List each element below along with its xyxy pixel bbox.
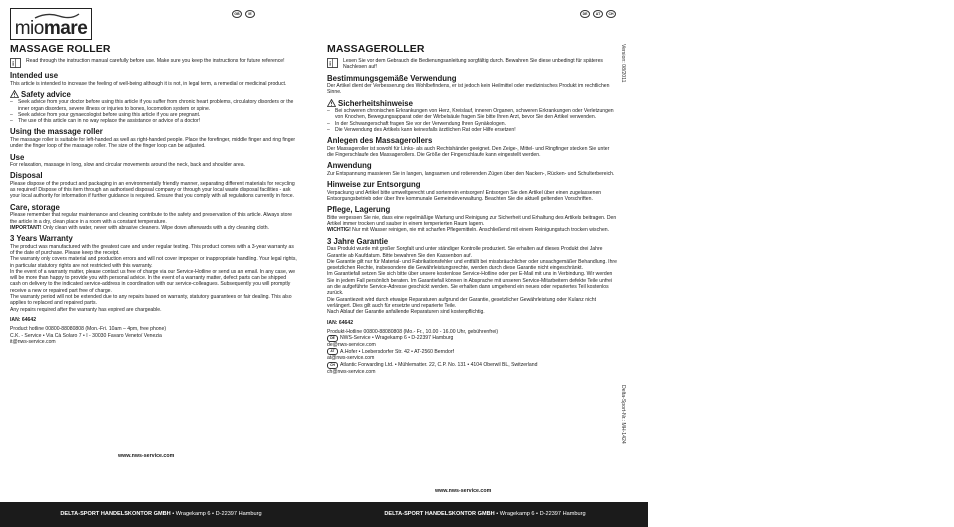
contact-line: DE NWS-Service • Wragekamp 6 • D-22397 Hamburg: [327, 335, 617, 342]
country-badge-icon: DE: [327, 335, 338, 342]
heading-using: Anlegen des Massagerollers: [327, 136, 433, 146]
use-text: Zur Entspannung massieren Sie in langen, langsamen und rotierenden Zügen über den Nacken-, Rücken- und Schulterbereich.: [327, 170, 615, 177]
heading-use: Use: [10, 152, 25, 162]
lang-badge-ch: CH: [606, 10, 616, 18]
lang-badge-ie: IE: [245, 10, 255, 18]
care-text: Please remember that regular maintenance and cleaning contribute to the safety and preservation of this article. Always store the article in a dry, clean place in a room with a constant temperature.: [10, 212, 293, 225]
contact-line: AT A.Hofer • Loebersdorfer Str. 42 • AT-2560 Berndorf: [327, 348, 617, 355]
heading-disposal: Hinweise zur Entsorgung: [327, 180, 421, 190]
list-item: – Seek advice from your doctor before using this article if you suffer from chronic heart problems, circulatory disorders or the inner organ disorders, severe illness or injuries to bones, locomotion system or spine.: [10, 99, 297, 112]
intended-use-text: Der Artikel dient der Verbesserung des Wohlbefindens, er ist jedoch kein Heilmittel oder medizinisches Produkt im rechtlichen Sinne.: [327, 83, 610, 96]
heading-intended-use: Intended use: [10, 71, 59, 80]
warranty-paragraph: Die Garantie gilt nur für Material- und Fabrikationsfehler und entfällt bei missbräuchlicher oder unsachgemäßer Behandlung. Ihre gesetzlichen Rechte, insbesondere die Gewährleistungsrechte, werden durch diese Garantie nicht eingeschränkt.: [327, 258, 617, 272]
ian-number: IAN: 64642: [327, 319, 354, 326]
contact-email[interactable]: de@nws-service.com: [327, 342, 376, 349]
using-text: Der Massageroller ist sowohl für Links- als auch Rechtshänder geeignet. Den Zeige-, Mittel- und Ringfinger stecken Sie unter die Fingerschlaufe des Massagerollers. Die Größe der Fingerschlaufe kann eingestellt werden.: [327, 145, 610, 159]
warranty-paragraph: The warranty only covers material and production errors and will not cover improper or inappropriate handling. Your legal rights, in particular statutory rights are not restricted with this warranty.: [10, 256, 297, 269]
contact-line: C.K. - Service • Via Cà Solaro 7 • I - 30030 Favaro Veneto/ Venezia: [10, 332, 162, 339]
warranty-paragraph: Im Garantiefall setzen Sie sich bitte über unsere kostenlose Service-Hotline oder per E-Mail mit uns in Verbindung. Wir werden Sie in jedem Fall persönlich beraten. Im Garantiefall können in Absprache mit unseren Service-Mitarbeitern defekte Teile unfrei an die aufgeführte Service-Adresse geschickt werden. Sie erhalten dann umgehend ein neues oder repariertes Teil kostenlos zurück.: [327, 271, 613, 297]
country-badge-icon: AT: [327, 348, 338, 355]
list-item: – Seek advice from your gynaecologist before using this article if you are pregnant.: [10, 112, 297, 118]
safety-list: [327, 108, 617, 133]
manual-book-icon: [10, 58, 21, 68]
warranty-paragraph: Die Garantiezeit wird durch etwaige Reparaturen aufgrund der Garantie, gesetzlicher Gewährleistung oder Kulanz nicht verlängert. Dies gilt auch für ersetzte und reparierte Teile.: [327, 296, 596, 309]
heading-care: Care, storage: [10, 202, 60, 212]
intro-text: Lesen Sie vor dem Gebrauch die Bedienungsanleitung sorgfältig durch. Bewahren Sie diese unbedingt für späteres Nachlesen auf!: [343, 58, 603, 71]
list-item: – Die Verwendung des Artikels kann keinesfalls ärztlichen Rat oder Hilfe ersetzen!: [327, 127, 617, 133]
heading-warranty: 3 Years Warranty: [10, 234, 73, 244]
website-link[interactable]: www.nws-service.com: [118, 453, 175, 459]
contact-line: CH Atlantic Forwarding Ltd. • Mühlematter. 22, C.P. No. 131 • 4104 Oberwil BL, Switzerland: [327, 362, 617, 369]
warranty-paragraph: Das Produkt wurde mit großer Sorgfalt und unter ständiger Kontrolle produziert. Sie erhalten auf dieses Produkt drei Jahre Garantie ab Kaufdatum. Bitte bewahren Sie den Kassenbon auf.: [327, 246, 603, 259]
heading-safety-advice: Safety advice: [10, 90, 297, 99]
warranty-paragraph: Nach Ablauf der Garantie anfallende Reparaturen sind kostenpflichtig.: [327, 309, 485, 316]
care-important: WICHTIG! Nur mit Wasser reinigen, nie mit scharfen Pflegemitteln. Anschließend mit einem Reinigungstuch trocken wischen.: [327, 227, 610, 234]
german-page: [322, 0, 648, 527]
logo-wordmark: miomare: [14, 18, 88, 39]
using-text: The massage roller is suitable for left-handed as well as right-handed people. Place the forefinger, middle finger and ring finger under the finger loop of the massage roller. The size of the finger loop can be adjusted.: [10, 136, 296, 150]
blank-area: [648, 0, 954, 527]
warranty-paragraph: The warranty period will not be extended due to any repairs based on warranty, statutory guarantees or fair dealing. This also applies to replaced and repaired parts.: [10, 294, 292, 307]
care-text: Bitte vergessen Sie nie, dass eine regelmäßige Wartung und Reinigung zur Sicherheit und Erhaltung des Artikels beitragen. Den Artikel immer trocken und sauber in einem temperierten Raum lagern.: [327, 214, 617, 228]
footer-bar: DELTA-SPORT HANDELSKONTOR GMBH • Wragekamp 6 • D-22397 Hamburg: [322, 502, 648, 527]
list-item: – In der Schwangerschaft fragen Sie vor der Verwendung Ihren Gynäkologen.: [327, 121, 617, 127]
heading-warranty: 3 Jahre Garantie: [327, 236, 389, 246]
svg-text:i: i: [12, 61, 14, 68]
product-number-label: Delta-Sport-Nr.: MH-1424: [620, 385, 626, 444]
language-badges: [232, 10, 255, 18]
warning-icon: [10, 90, 19, 98]
lang-badge-de: DE: [580, 10, 590, 18]
disposal-text: Verpackung und Artikel bitte umweltgerecht und sortenrein entsorgen! Entsorgen Sie den Artikel über einen zugelassenen Entsorgungsbetrieb oder über Ihre kommunale Gemeindeverwaltung. Beachten Sie die aktuell geltenden Vorschriften.: [327, 189, 602, 203]
contact-line: Product hotline 00800-88080808 (Mon.-Fri. 10am – 4pm, free phone): [10, 326, 167, 333]
heading-care: Pflege, Lagerung: [327, 205, 391, 215]
website-link[interactable]: www.nws-service.com: [435, 488, 492, 494]
intro-notice: [10, 58, 297, 68]
lang-badge-gb: GB: [232, 10, 242, 18]
disposal-text: Please dispose of the product and packaging in an environmentally friendly manner, separating different materials for recycling as required! Dispose of this item through an authorised disposal company or through your local waste disposal facilities - ask your local authority for information if further guidance is required. Ensure that you comply with all regulations currently in force.: [10, 180, 295, 200]
miomare-logo: [10, 8, 92, 40]
intro-notice: [327, 58, 617, 71]
footer-bar: DELTA-SPORT HANDELSKONTOR GMBH • Wragekamp 6 • D-22397 Hamburg: [0, 502, 322, 527]
svg-text:i: i: [329, 61, 331, 68]
page-title: MASSAGEROLLER: [327, 43, 425, 55]
version-label: Version: 08/2011: [620, 44, 626, 83]
heading-using: Using the massage roller: [10, 127, 103, 137]
page-title: MASSAGE ROLLER: [10, 43, 111, 55]
manual-book-icon: [327, 58, 338, 68]
warranty-paragraph: In the event of a warranty matter, please contact us free of charge via our Service-Hotline or send us an email. In any case, we will be more than happy to provide you with personal advice. In the event of a warranty matter, defect parts can be shipped cash on delivery to the indicated service-address in coordination with our service-colleagues. Subsequently you will promptly receive a new or repaired part free of charge.: [10, 268, 296, 294]
warranty-paragraph: The product was manufactured with the greatest care and under regular testing. This product comes with a 3-year warranty as of the date of purchase. Please keep the receipt.: [10, 243, 294, 256]
warranty-paragraph: Any repairs required after the warranty has expired are chargeable.: [10, 306, 162, 313]
safety-list: [10, 99, 297, 124]
intro-text: Read through the instruction manual carefully before use. Make sure you keep the instructions for future reference!: [26, 58, 285, 64]
intended-use-text: This article is intended to increase the feeling of well-being although it is not, in legal term, a remedial or medicinal product.: [10, 80, 287, 87]
language-badges: [580, 10, 616, 18]
contact-email[interactable]: it@nws-service.com: [10, 338, 56, 345]
heading-safety-advice: Sicherheitshinweise: [327, 99, 617, 108]
german-content: [327, 44, 617, 375]
english-page: [0, 0, 322, 527]
country-badge-icon: CH: [327, 362, 338, 369]
english-content: [10, 44, 297, 345]
contact-email[interactable]: ch@nws-service.com: [327, 368, 376, 375]
heading-intended-use: Bestimmungsgemäße Verwendung: [327, 73, 457, 83]
heading-disposal: Disposal: [10, 171, 43, 181]
lang-badge-at: AT: [593, 10, 603, 18]
ian-number: IAN: 64642: [10, 316, 37, 323]
contact-email[interactable]: at@nws-service.com: [327, 355, 375, 362]
list-item: – Bei schweren chronischen Erkrankungen von Herz, Kreislauf, inneren Organen, schweren Erkrankungen oder Verletzungen von Knochen, Bewegungsapparat oder der Wirbelsäule fragen Sie bitte Ihren Arzt, bevor Sie den Artikel verwenden.: [327, 108, 617, 121]
warning-icon: [327, 99, 336, 107]
use-text: For relaxation, massage in long, slow and circular movements around the neck, back and shoulder area.: [10, 162, 246, 169]
list-item: – The use of this article can in no way replace the assistance or advice of a doctor!: [10, 118, 297, 124]
care-important: IMPORTANT! Only clean with water, never with abrasive cleaners. Wipe down afterwards with a dry cleaning cloth.: [10, 224, 269, 231]
heading-use: Anwendung: [327, 161, 372, 171]
contact-hotline: Produkt-Hotline 00800-88080808 (Mo.- Fr., 10.00 - 16.00 Uhr, gebührenfrei): [327, 328, 499, 335]
